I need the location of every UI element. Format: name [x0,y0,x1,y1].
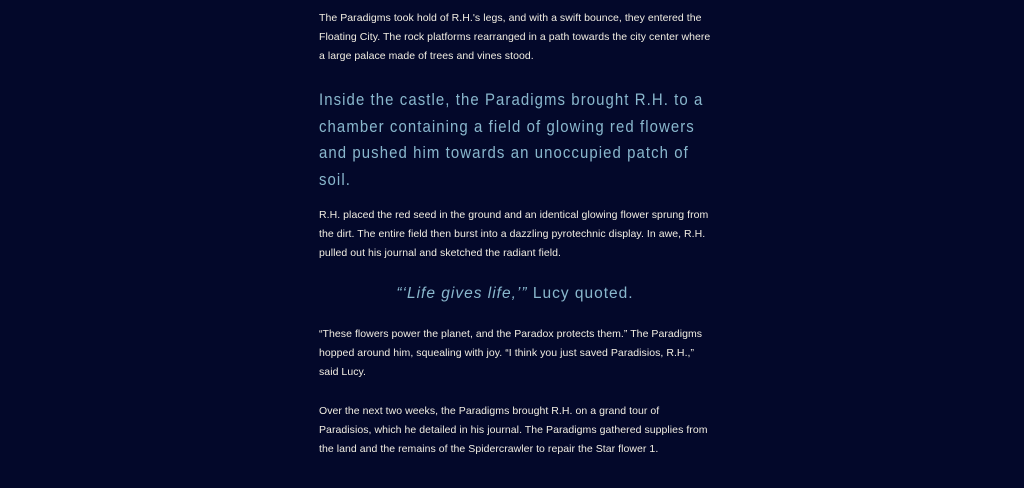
story-paragraph: The Paradigms took hold of R.H.'s legs, and with a swift bounce, they entered the Floating City. The rock platforms rearranged in a path towards the city center where a large palace made of trees and vines stood. [319,12,711,62]
story-paragraph: R.H. placed the red seed in the ground and an identical glowing flower sprung from the dirt. The entire field then burst into a dazzling pyrotechnic display. In awe, R.H. pulled out his journal and sketched the radiant field. [319,209,709,259]
story-pull-heading: Inside the castle, the Paradigms brought R.H. to a chamber containing a field of glowing red flowers and pushed him towards an unoccupied patch of soil. [319,90,704,189]
quote-attribution: Lucy quoted. [527,285,634,302]
story-quote [319,283,711,305]
quote-italic-text: “‘Life gives life,’” [396,285,528,302]
story-paragraph: “These flowers power the planet, and the Paradox protects them.” The Paradigms hopped around him, squealing with joy. “I think you just saved Paradisios, R.H.,” said Lucy. [319,328,703,378]
story-paragraph: Over the next two weeks, the Paradigms brought R.H. on a grand tour of Paradisios, which he detailed in his journal. The Paradigms gathered supplies from the land and the remains of the Spidercrawler to repair the Star flower 1. [319,405,708,455]
